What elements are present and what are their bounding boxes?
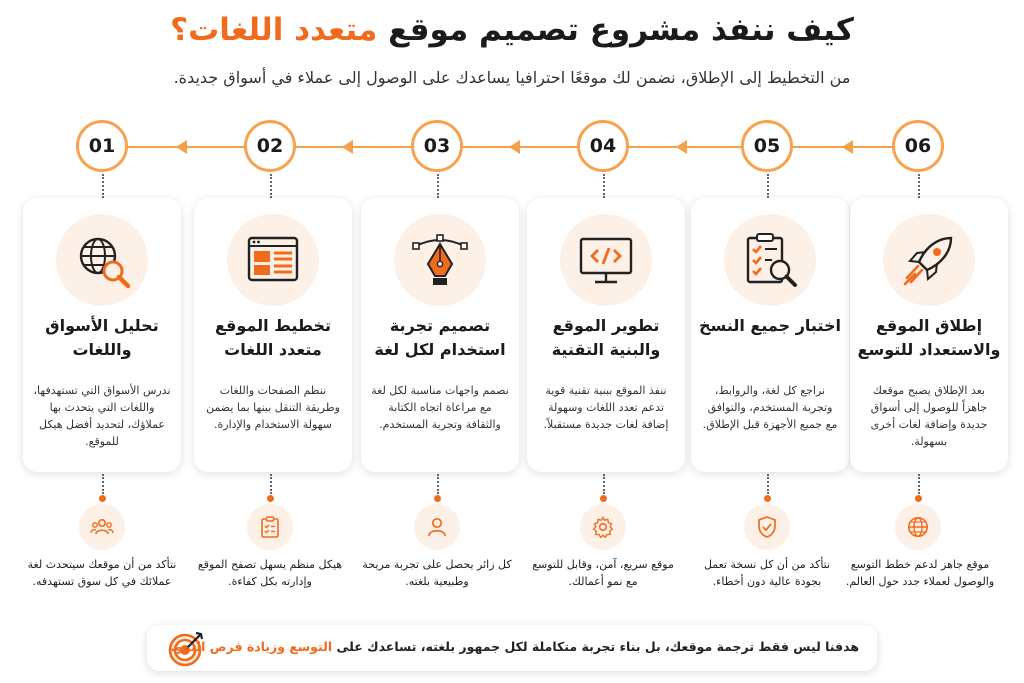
benefit-text: نتأكد من أن كل نسخة تعمل بجودة عالية دون أخطاء.	[703, 558, 831, 588]
connector-dot	[434, 495, 441, 502]
step-number-04: 04	[577, 120, 629, 172]
rocket-icon	[883, 214, 975, 306]
page-subtitle: من التخطيط إلى الإطلاق، نضمن لك موقعًا احترافيا يساعدك على الوصول إلى عملاء في أسواق جديدة.	[173, 68, 851, 87]
shield-check-icon	[744, 504, 790, 550]
connector	[918, 474, 920, 494]
step-card-03	[361, 198, 519, 472]
connector	[102, 474, 104, 494]
timeline-arrow	[342, 140, 353, 154]
step-title: تطوير الموقع والبنية التقنية	[551, 316, 661, 359]
step-card-04	[527, 198, 685, 472]
step-card-01	[23, 198, 181, 472]
step-number-05: 05	[741, 120, 793, 172]
timeline-arrow	[176, 140, 187, 154]
code-monitor-icon	[560, 214, 652, 306]
timeline-arrow	[842, 140, 853, 154]
globe-search-icon	[56, 214, 148, 306]
benefit-text: موقع جاهز لدعم خطط التوسع والوصول لعملاء جدد حول العالم.	[845, 558, 995, 588]
connector	[270, 474, 272, 494]
connector-dot	[267, 495, 274, 502]
step-description: ننفذ الموقع ببنية تقنية قوية تدعم تعدد اللغات وسهولة إضافة لغات جديدة مستقبلاً.	[543, 384, 669, 431]
footer-text-main: هدفنا ليس فقط ترجمة موقعك، بل بناء تجربة متكاملة لكل جمهور بلغته، تساعدك على	[336, 639, 859, 654]
step-title: تحليل الأسواق واللغات	[45, 316, 159, 359]
connector	[270, 174, 272, 198]
connector-dot	[915, 495, 922, 502]
benefit-text: نتأكد من أن موقعك سيتحدث لغة عملائك في كل سوق تستهدفه.	[27, 558, 177, 588]
timeline-arrow	[509, 140, 520, 154]
connector	[437, 174, 439, 198]
user-icon	[414, 504, 460, 550]
benefit-text: هيكل منظم يسهل تصفح الموقع وإدارته بكل كفاءة.	[197, 558, 343, 588]
checklist-magnifier-icon	[724, 214, 816, 306]
timeline-arrow	[676, 140, 687, 154]
connector	[603, 474, 605, 494]
connector-dot	[99, 495, 106, 502]
step-description: ننظم الصفحات واللغات وطريقة التنقل بينها بما يضمن سهولة الاستخدام والإدارة.	[206, 384, 340, 431]
connector	[767, 474, 769, 494]
footer-text	[170, 639, 859, 654]
connector-dot	[600, 495, 607, 502]
pen-tool-icon	[394, 214, 486, 306]
step-number-02: 02	[244, 120, 296, 172]
connector	[102, 174, 104, 198]
connector	[603, 174, 605, 198]
connector	[437, 474, 439, 494]
step-number-03: 03	[411, 120, 463, 172]
gear-icon	[580, 504, 626, 550]
globe-icon	[895, 504, 941, 550]
step-description: نصمم واجهات مناسبة لكل لغة مع مراعاة اتجاه الكتابة والثقافة وتجربة المستخدم.	[371, 384, 509, 431]
title-highlight: متعدد اللغات؟	[170, 12, 378, 48]
step-title: تصميم تجربة استخدام لكل لغة	[374, 316, 506, 359]
step-title: تخطيط الموقع متعدد اللغات	[214, 316, 331, 359]
step-card-02	[194, 198, 352, 472]
users-icon	[79, 504, 125, 550]
step-card-06	[850, 198, 1008, 472]
page-title	[0, 12, 1024, 48]
footer-text-highlight: التوسع وزيادة فرص النمو.	[170, 639, 333, 654]
step-number-06: 06	[892, 120, 944, 172]
benefit-text: موقع سريع، آمن، وقابل للتوسع مع نمو أعمالك.	[532, 558, 674, 588]
step-description: ندرس الأسواق التي تستهدفها، واللغات التي يتحدث بها عملاؤك، لتحديد أفضل هيكل للموقع.	[33, 384, 171, 448]
step-card-05	[691, 198, 849, 472]
step-description: نراجع كل لغة، والروابط، وتجربة المستخدم، والتوافق مع جميع الأجهزة قبل الإطلاق.	[702, 384, 838, 431]
step-number-01: 01	[76, 120, 128, 172]
clipboard-icon	[247, 504, 293, 550]
step-title: اختبار جميع النسخ	[699, 316, 841, 335]
benefit-text: كل زائر يحصل على تجربة مريحة وطبيعية بلغته.	[362, 558, 512, 588]
title-main: كيف ننفذ مشروع تصميم موقع	[388, 12, 854, 48]
layout-icon	[227, 214, 319, 306]
step-description: بعد الإطلاق يصبح موقعك جاهزاً للوصول إلى أسواق جديدة وإضافة لغات أخرى بسهولة.	[870, 384, 988, 448]
connector-dot	[764, 495, 771, 502]
connector	[767, 174, 769, 198]
footer-banner	[147, 625, 877, 671]
connector	[918, 174, 920, 198]
step-title: إطلاق الموقع والاستعداد للتوسع	[857, 316, 1001, 359]
